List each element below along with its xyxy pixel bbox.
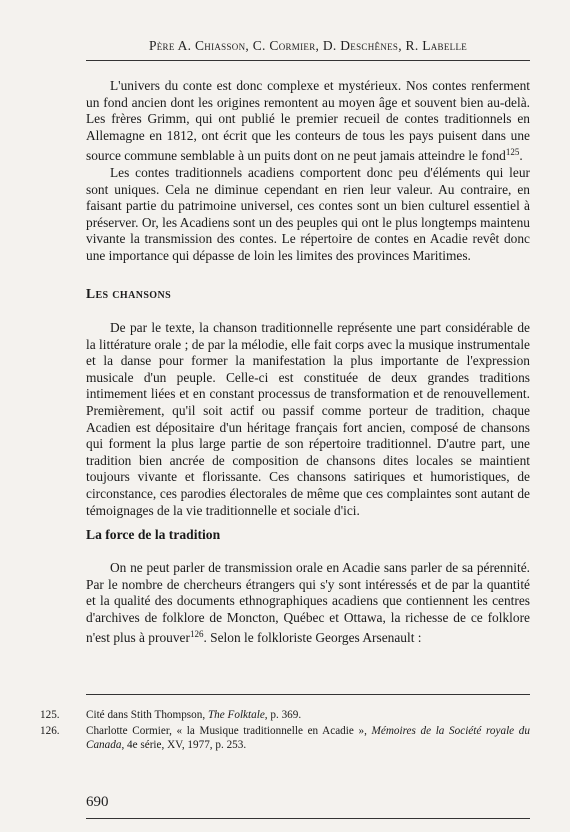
footnote-number: 126. <box>40 725 60 738</box>
tradition-text <box>86 560 530 647</box>
intro-paragraph-1: L'univers du conte est donc complexe et mystérieux. Nos contes renferment un fond ancien dont les origines remontent au moyen âge et souvent bien au-delà. Les frères Grimm, qui ont publié le premier recueil de contes traditionnels en Allemagne en 1812, ont écrit que les conteurs de tous les pays puisent dans une source commune semblable à un puits dont on ne peut jamais atteindre le fond$^{125}$. <box>86 78 530 164</box>
section-title-tradition: La force de la tradition <box>86 527 221 542</box>
footnote-ref-125[interactable]: 125 <box>505 147 520 158</box>
footnote-rule <box>86 694 530 695</box>
tradition-paragraph: On ne peut parler de transmission orale en Acadie sans parler de sa pérennité. Par le nombre de chercheurs étrangers qui s'y sont intéressés et de par la quantité et la qualité des documents ethnographiques acadiens que contiennent les centres d'archives de folklore de Moncton, Québec et Ottawa, la richesse de ce folklore n'est plus à prouver$^{126}$. Selon le folkloriste Georges Arsenault : <box>86 560 530 646</box>
intro-paragraph-2: Les contes traditionnels acadiens comportent donc peu d'éléments qui leur sont uniques. Cela ne diminue cependant en rien leur valeur. Au contraire, en faisant partie du patrimoine universel, ces contes sont un bien culturel essentiel à préserver. Or, les Acadiens sont un des peuples qui ont le plus longtemps maintenu vivante la transmission des contes. Le répertoire de contes en Acadie revêt donc une importance qui dépasse de loin les limites des provinces Maritimes. <box>86 164 530 263</box>
section-title-chansons: Les chansons <box>86 286 172 301</box>
footnote-ref-126[interactable]: 126 <box>189 629 204 640</box>
chansons-paragraph: De par le texte, la chanson traditionnelle représente une part considérable de la littérature orale ; de par la mélodie, elle fait corps avec la musique instrumentale et la danse pour former la manifestation la plus importante de l'expression musicale d'un peuple. Celle-ci est constituée de deux grandes traditions intimement liées et en constant processus de transformation et de renouvellement. Premièrement, qu'il soit actif ou passif comme porteur de tradition, chaque Acadien est dépositaire d'un héritage français fort ancien, composé de chansons qui forment la plus large partie de son répertoire traditionnel. D'autre part, une tradition bien ancrée de composition de chansons dites locales se maintient toujours vivante et florissante. Ces chansons satiriques et humoristiques, de circonstance, ces parodies électorales de même que ces complaintes sont autant de témoignages de la vie traditionnelle et sociale d'ici. <box>86 320 530 518</box>
footnote-126: 126. Charlotte Cormier, « la Musique traditionnelle en Acadie », Mémoires de la Société royale du Canada, 4e série, XV, 1977, p. 253. <box>40 725 530 751</box>
footer-rule <box>86 818 530 819</box>
footnote-125: 125. Cité dans Stith Thompson, The Folktale, p. 369. <box>40 709 302 721</box>
header-rule <box>86 60 530 61</box>
running-head: Père A. Chiasson, C. Cormier, D. Deschênes, R. Labelle <box>148 38 468 53</box>
intro-text <box>86 78 530 265</box>
page-number: 690 <box>86 794 109 810</box>
chansons-text <box>86 320 530 519</box>
footnotes <box>40 709 530 755</box>
footnote-number: 125. <box>40 709 60 721</box>
